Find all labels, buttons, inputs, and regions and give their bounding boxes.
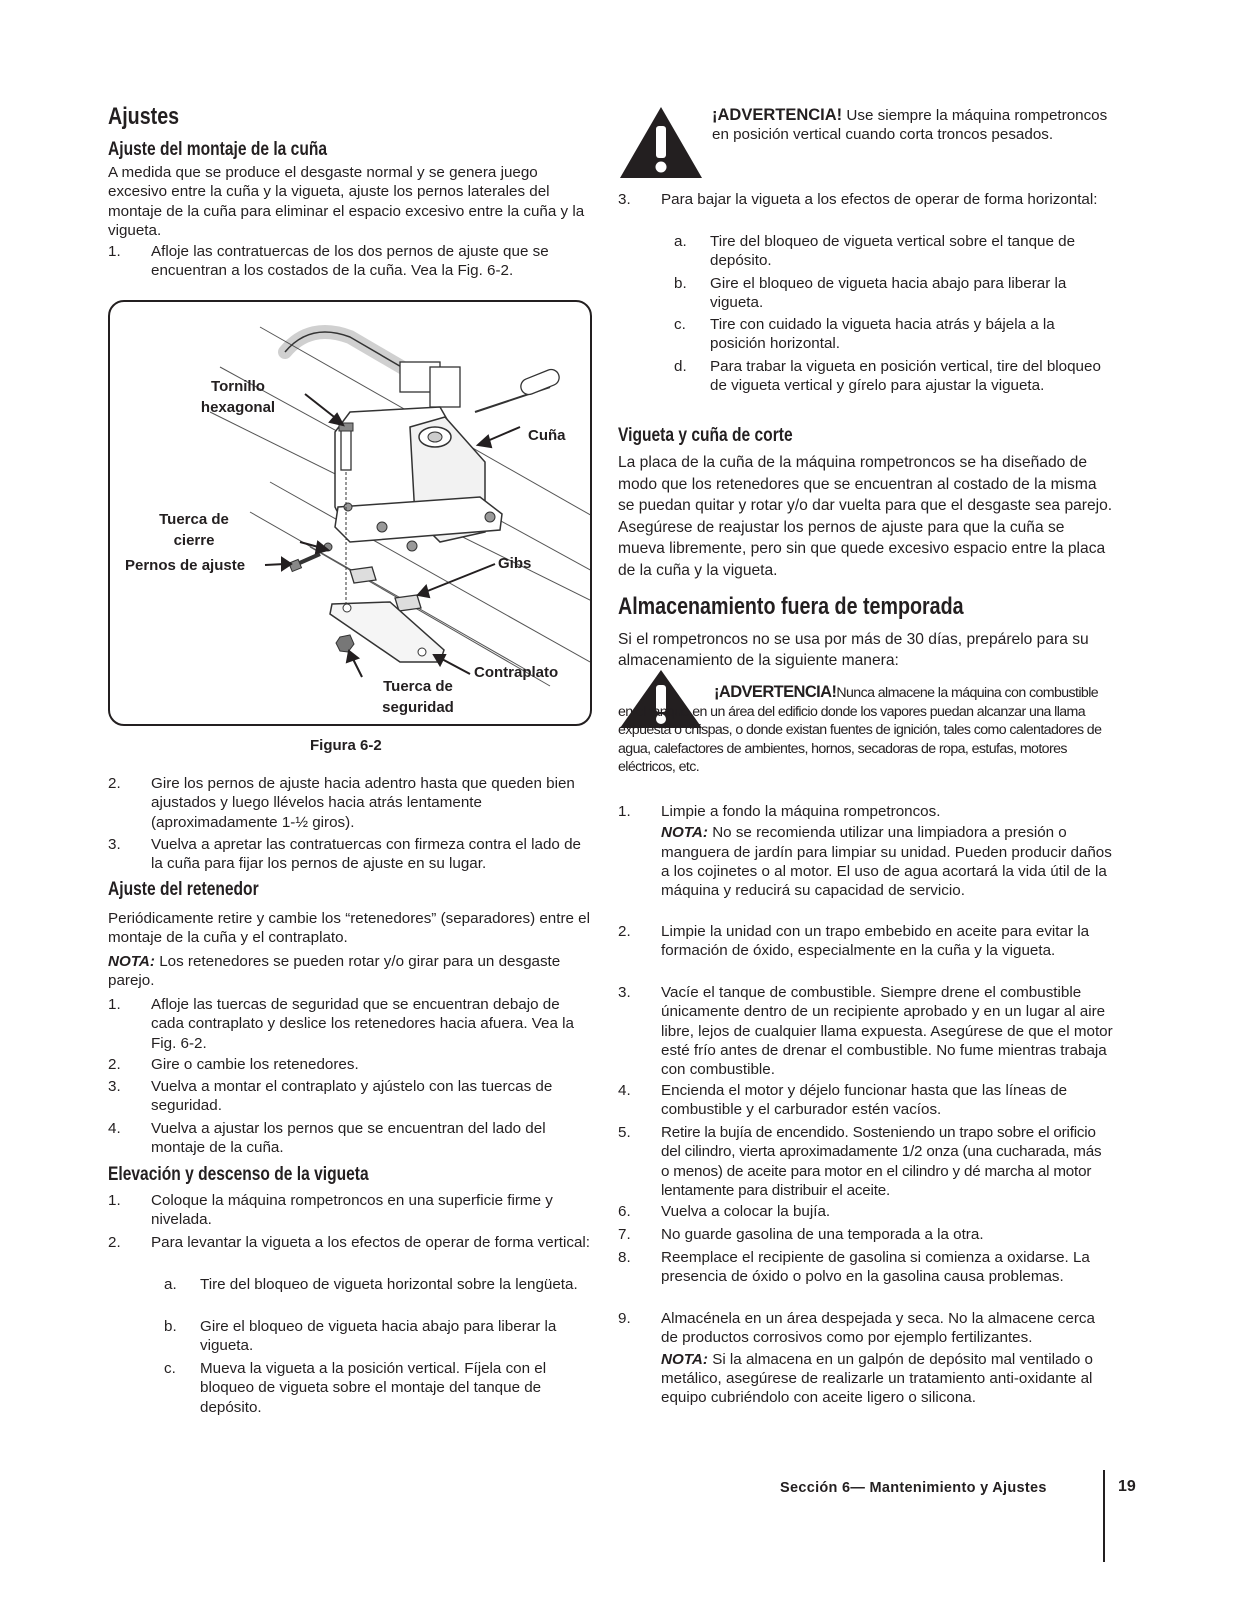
warning-storage: ¡ADVERTENCIA!Nunca almacene la máquina con combustible en el tanque en un área del edificio donde los vapores puedan alcanzar una llama expuesta o chispas, o donde existan fuentes de ignición, tales como calentadores de agua, calefactores de ambientes, hornos, secadoras de ropa, estufas, motores eléctricos, etc. bbox=[618, 683, 1102, 776]
list-item: a. Tire del bloqueo de vigueta vertical sobre el tanque de depósito. bbox=[674, 233, 1076, 270]
beam-heading: Elevación y descenso de la vigueta bbox=[108, 1164, 369, 1185]
retainer-note: NOTA: Los retenedores se pueden rotar y/o girar para un desgaste parejo. bbox=[108, 953, 561, 990]
list-item: 1. Afloje las tuercas de seguridad que se encuentran debajo de cada contraplato y deslice los retenedores hacia afuera. Vea la Fig. 6-2. bbox=[108, 996, 574, 1052]
list-item: 3. Vacíe el tanque de combustible. Siempre drene el combustible únicamente dentro de un recipiente aprobado y en un lugar al aire libre, lejos de cualquier llama expuesta. Asegúrese de que el motor esté frío antes de drenar el combustible. No fume mientras trabaja con combustible. bbox=[618, 984, 1113, 1079]
list-item: 1. Afloje las contratuercas de los dos pernos de ajuste que se encuentran a los costados de la cuña. Vea la Fig. 6-2. bbox=[108, 243, 549, 280]
warning-triangle-icon bbox=[618, 104, 704, 180]
list-item: 2. Limpie la unidad con un trapo embebido en aceite para evitar la formación de óxido, especialmente en la cuña y la vigueta. bbox=[618, 923, 1090, 960]
list-item: c. Tire con cuidado la vigueta hacia atrás y bájela a la posición horizontal. bbox=[674, 316, 1055, 353]
figure-6-2 bbox=[108, 300, 592, 726]
list-item: 4. Vuelva a ajustar los pernos que se encuentran del lado del montaje de la cuña. bbox=[108, 1120, 546, 1157]
retainer-paragraph: Periódicamente retire y cambie los “retenedores” (separadores) entre el montaje de la cuña y el contraplato. bbox=[108, 910, 591, 947]
label-gibs: Gibs bbox=[498, 555, 532, 572]
list-item: 3. Para bajar la vigueta a los efectos de operar de forma horizontal: bbox=[618, 191, 1098, 208]
list-item: d. Para trabar la vigueta en posición vertical, tire del bloqueo de vigueta vertical y gírelo para ajustar la vigueta. bbox=[674, 358, 1101, 395]
list-item: 8. Reemplace el recipiente de gasolina si comienza a oxidarse. La presencia de óxido o polvo en la gasolina causa problemas. bbox=[618, 1249, 1090, 1286]
page-title: Ajustes bbox=[108, 103, 180, 130]
list-item: 2. Gire o cambie los retenedores. bbox=[108, 1056, 359, 1073]
storage-title: Almacenamiento fuera de temporada bbox=[618, 593, 964, 620]
list-item: 5. Retire la bujía de encendido. Sosteniendo un trapo sobre el orificio del cilindro, vierta aproximadamente 1/2 onza (una cucharada, más o menos) de aceite para motor en el cilindro y dé marcha al motor lentamente para distribuir el aceite. bbox=[618, 1124, 1102, 1199]
list-item: b. Gire el bloqueo de vigueta hacia abajo para liberar la vigueta. bbox=[164, 1318, 557, 1355]
list-item: 1. Limpie a fondo la máquina rompetroncos. NOTA: No se recomienda utilizar una limpiadora a presión o manguera de jardín para limpiar su unidad. Pueden producir daños a los cojinetes o al motor. El uso de agua acortará la vida útil de la máquina y reducirá su capacidad de servicio. bbox=[618, 803, 1112, 900]
wedge-plate-heading: Vigueta y cuña de corte bbox=[618, 425, 793, 446]
page-number: 19 bbox=[1118, 1478, 1136, 1495]
wedge-adjust-paragraph: A medida que se produce el desgaste normal y se genera juego excesivo entre la cuña y la vigueta, ajuste los pernos laterales del montaje de la cuña para eliminar el espacio excesivo entre la cuña y la vigueta. bbox=[108, 164, 585, 239]
storage-intro: Si el rompetroncos no se usa por más de 30 días, prepárelo para su almacenamiento de la siguiente manera: bbox=[618, 631, 1089, 669]
list-item: 2. Gire los pernos de ajuste hacia adentro hasta que queden bien ajustados y luego llévelos hacia atrás lentamente (aproximadamente 1-½ giros). bbox=[108, 775, 575, 831]
wedge-adjust-heading: Ajuste del montaje de la cuña bbox=[108, 139, 328, 160]
warning-vertical: ¡ADVERTENCIA! Use siempre la máquina rompetroncos en posición vertical cuando corta troncos pesados. bbox=[712, 106, 1108, 144]
label-hex-bolt: Tornillo hexagonal bbox=[200, 378, 276, 416]
list-item: 6. Vuelva a colocar la bujía. bbox=[618, 1203, 831, 1220]
footer-divider bbox=[1103, 1470, 1105, 1562]
label-safety-nut: Tuerca de seguridad bbox=[382, 678, 454, 716]
list-item: 3. Vuelva a apretar las contratuercas con firmeza contra el lado de la cuña para fijar los pernos de ajuste en su lugar. bbox=[108, 836, 581, 873]
label-lock-nut: Tuerca de cierre bbox=[159, 511, 229, 549]
figure-caption: Figura 6-2 bbox=[310, 737, 382, 754]
label-adjust-bolts: Pernos de ajuste bbox=[125, 557, 246, 574]
list-item: 7. No guarde gasolina de una temporada a la otra. bbox=[618, 1226, 984, 1243]
wedge-plate-paragraph: La placa de la cuña de la máquina rompetroncos se ha diseñado de modo que los retenedores que se encuentran al costado de la misma se puedan quitar y rotar y/o dar vuelta para que el desgaste sea parejo. Asegúrese de reajustar los pernos de ajuste para que la cuña se mueva libremente, pero sin que quede excesivo espacio entre la placa de la cuña y la vigueta. bbox=[618, 454, 1113, 579]
list-item: c. Mueva la vigueta a la posición vertical. Fíjela con el bloqueo de vigueta sobre el montaje del tanque de depósito. bbox=[164, 1360, 547, 1416]
label-wedge: Cuña bbox=[528, 427, 566, 444]
list-item: 2. Para levantar la vigueta a los efectos de operar de forma vertical: bbox=[108, 1234, 590, 1251]
label-backplate: Contraplato bbox=[474, 664, 559, 681]
list-item: 1. Coloque la máquina rompetroncos en una superficie firme y nivelada. bbox=[108, 1192, 553, 1229]
retainer-heading: Ajuste del retenedor bbox=[108, 879, 259, 900]
list-item: b. Gire el bloqueo de vigueta hacia abajo para liberar la vigueta. bbox=[674, 275, 1067, 312]
list-item: 4. Encienda el motor y déjelo funcionar hasta que las líneas de combustible y el carburador estén vacíos. bbox=[618, 1082, 1068, 1119]
list-item: 9. Almacénela en un área despejada y seca. No la almacene cerca de productos corrosivos como por ejemplo fertilizantes. NOTA: Si la almacena en un galpón de depósito mal ventilado o metálico, asegúrese de realizarle un tratamiento anti-oxidante al equipo cubriéndolo con aceite ligero o silicona. bbox=[618, 1310, 1095, 1407]
footer-section: Sección 6— Mantenimiento y Ajustes bbox=[780, 1480, 1047, 1496]
list-item: 3. Vuelva a montar el contraplato y ajústelo con las tuercas de seguridad. bbox=[108, 1078, 553, 1115]
list-item: a. Tire del bloqueo de vigueta horizontal sobre la lengüeta. bbox=[164, 1276, 578, 1293]
